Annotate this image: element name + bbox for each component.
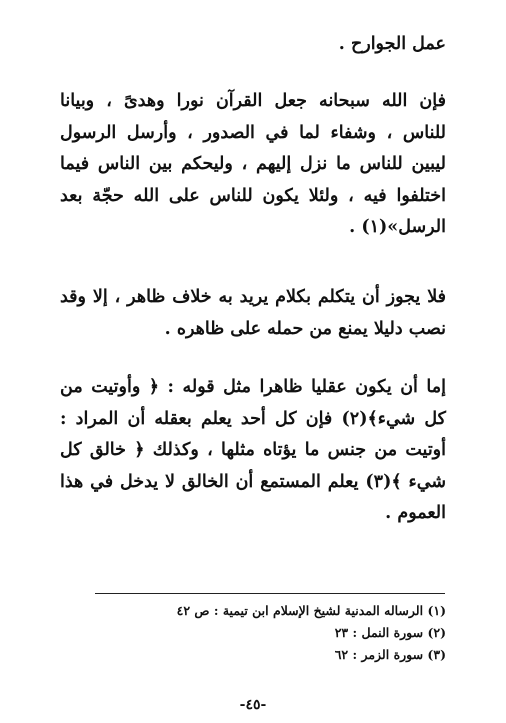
paragraph-rational-evidence: إما أن يكون عقليا ظاهرا مثل قوله : ﴿ وأوتيت من كل شيء﴾(٢) فإن كل أحد يعلم بعقله أن المراد : أوتيت من جنس ما يؤتاه مثلها ، وكذلك ﴿ خالق كل شيء ﴾(٣) يعلم المستمع أن الخالق لا يدخل في هذا العموم . <box>60 377 446 523</box>
footnote-2: (٢) سورة النمل : ٢٣ <box>334 625 446 640</box>
page-number: -٤٥- <box>239 697 267 713</box>
footnotes-list <box>60 600 446 666</box>
paragraph-intro: عمل الجوارح . <box>338 34 446 54</box>
paragraph-apparent-meaning: فلا يجوز أن يتكلم بكلام يريد به خلاف ظاهر ، إلا وقد نصب دليلا يمنع من حمله على ظاهره . <box>60 287 446 339</box>
footnote-3: (٣) سورة الزمر : ٦٢ <box>334 647 446 662</box>
footnote-1: (١) الرساله المدنية لشيخ الإسلام ابن تيمية : ص ٤٢ <box>176 603 446 618</box>
footnote-divider <box>95 593 445 594</box>
paragraph-quran-guidance: فإن الله سبحانه جعل القرآن نورا وهدىً ، وبيانا للناس ، وشفاء لما في الصدور ، وأرسل الرسول ليبين للناس ما نزل إليهم ، وليحكم بين الناس فيما اختلفوا فيه ، ولئلا يكون للناس على الله حجّة بعد الرسل»(١) . <box>60 91 446 237</box>
